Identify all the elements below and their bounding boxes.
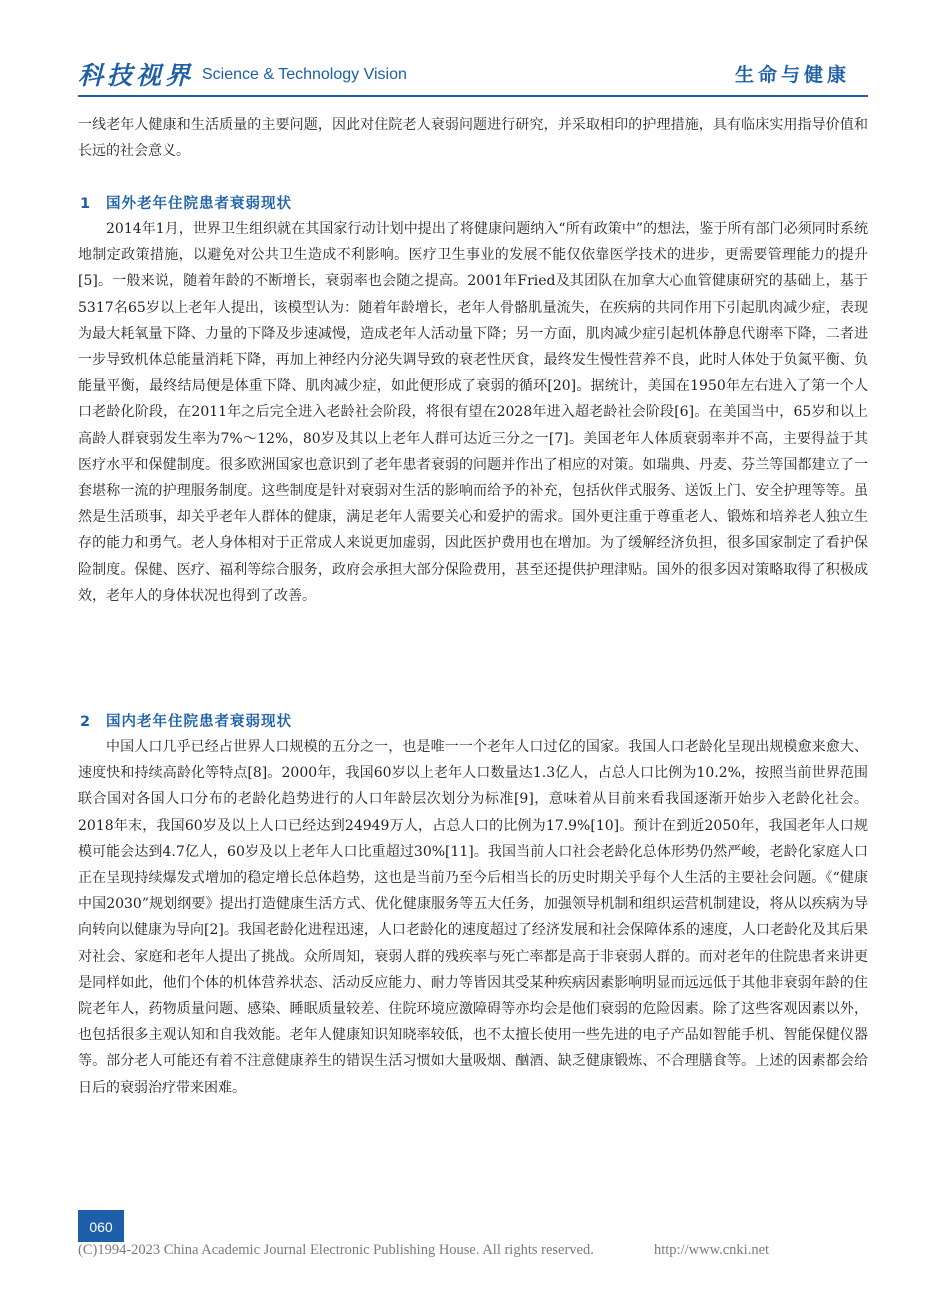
section-2-number: 2 [80, 714, 92, 730]
section-1-number: 1 [80, 196, 92, 212]
section-1-heading [80, 192, 860, 213]
header-divider [78, 95, 868, 97]
intro-paragraph: 一线老年人健康和生活质量的主要问题，因此对住院老人衰弱问题进行研究，并采取相印的护理措施，具有临床实用指导价值和长远的社会意义。 [78, 117, 868, 160]
section-2-title: 国内老年住院患者衰弱现状 [106, 714, 292, 730]
footer-url: http://www.cnki.net [654, 1242, 770, 1258]
journal-logo-en: Science & Technology Vision [202, 66, 407, 83]
copyright-notice: (C)1994-2023 China Academic Journal Electronic Publishing House. All rights reserved. [78, 1242, 594, 1258]
section-2-paragraph: 中国人口几乎已经占世界人口规模的五分之一，也是唯一一个老年人口过亿的国家。我国人口老龄化呈现出规模愈来愈大、速度快和持续高龄化等特点[8]。2000年，我国60岁以上老年人口数量达1.3亿人，占总人口比例为10.2%，按照当前世界范围联合国对各国人口分布的老龄化趋势进行的人口年龄层次划分为标准[9]，意味着从目前来看我国逐渐开始步入老龄化社会。2018年末，我国60岁及以上人口已经达到24949万人，占总人口的比例为17.9%[10]。预计在到近2050年，我国老年人口规模可能会达到4.7亿人，60岁及以上老年人口比重超过30%[11]。我国当前人口社会老龄化总体形势仍然严峻，老龄化家庭人口正在呈现持续爆发式增加的稳定增长总体趋势，这也是当前乃至今后相当长的历史时期关乎每个人生活的主要社会问题。《“健康中国2030”规划纲要》提出打造健康生活方式、优化健康服务等五大任务，加强领导机制和组织运营机制建设，将从以疾病为导向转向以健康为导向[2]。我国老龄化进程迅速，人口老龄化的速度超过了经济发展和社会保障体系的速度，人口老龄化及其后果对社会、家庭和老年人提出了挑战。众所周知，衰弱人群的残疾率与死亡率都是高于非衰弱人群的。而对老年的住院患者来讲更是同样如此，他们个体的机体营养状态、活动反应能力、耐力等皆因其受某种疾病因素影响明显而远远低于其他非衰弱年龄的住院老年人，药物质量问题、感染、睡眠质量较差、住院环境应激障碍等亦均会是他们衰弱的危险因素。除了这些客观因素以外，也包括很多主观认知和自我效能。老年人健康知识知晓率较低，也不太擅长使用一些先进的电子产品如智能手机、智能保健仪器等。部分老人可能还有着不注意健康养生的错误生活习惯如大量吸烟、酗酒、缺乏健康锻炼、不合理膳食等。上述的因素都会给日后的衰弱治疗带来困难。 [78, 739, 868, 1096]
page-header [78, 50, 868, 94]
journal-logo-cn: 科技视界 [78, 61, 195, 90]
section-2-heading [80, 710, 860, 731]
section-1-paragraph: 2014年1月，世界卫生组织就在其国家行动计划中提出了将健康问题纳入“所有政策中”的想法，鉴于所有部门必须同时系统地制定政策措施，以避免对公共卫生造成不利影响。医疗卫生事业的发展不能仅依靠医学技术的进步，更需要管理能力的提升[5]。一般来说，随着年龄的不断增长，衰弱率也会随之提高。2001年Fried及其团队在加拿大心血管健康研究的基础上，基于5317名65岁以上老年人提出，该模型认为：随着年龄增长，老年人骨骼肌量流失，在疾病的共同作用下引起肌肉减少症，表现为最大耗氧量下降、力量的下降及步速减慢，造成老年人活动量下降；另一方面，肌肉减少症引起机体静息代谢率下降，二者进一步导致机体总能量消耗下降，再加上神经内分泌失调导致的衰老性厌食，最终发生慢性营养不良，此时人体处于负氮平衡、负能量平衡，最终结局便是体重下降、肌肉减少症，如此便形成了衰弱的循环[20]。据统计，美国在1950年左右进入了第一个人口老龄化阶段，在2011年之后完全进入老龄社会阶段，将很有望在2028年进入超老龄社会阶段[6]。在美国当中，65岁和以上高龄人群衰弱发生率为7%～12%，80岁及其以上老年人群可达近三分之一[7]。美国老年人体质衰弱率并不高，主要得益于其医疗水平和保健制度。很多欧洲国家也意识到了老年患者衰弱的问题并作出了相应的对策。如瑞典、丹麦、芬兰等国都建立了一套堪称一流的护理服务制度。这些制度是针对衰弱对生活的影响而给予的补充，包括伙伴式服务、送饭上门、安全护理等等。虽然是生活琐事，却关乎老年人群体的健康，满足老年人需要关心和爱护的需求。国外更注重于尊重老人、锻炼和培养老人独立生存的能力和勇气。老人身体相对于正常成人来说更加虚弱，因此医护费用也在增加。为了缓解经济负担，很多国家制定了看护保险制度。保健、医疗、福利等综合服务，政府会承担大部分保险费用，甚至还提供护理津贴。国外的很多因对策略取得了积极成效，老年人的身体状况也得到了改善。 [78, 221, 868, 604]
page-number: 060 [78, 1210, 124, 1242]
column-name: 生命与健康 [734, 64, 850, 86]
section-1-title: 国外老年住院患者衰弱现状 [106, 196, 292, 212]
